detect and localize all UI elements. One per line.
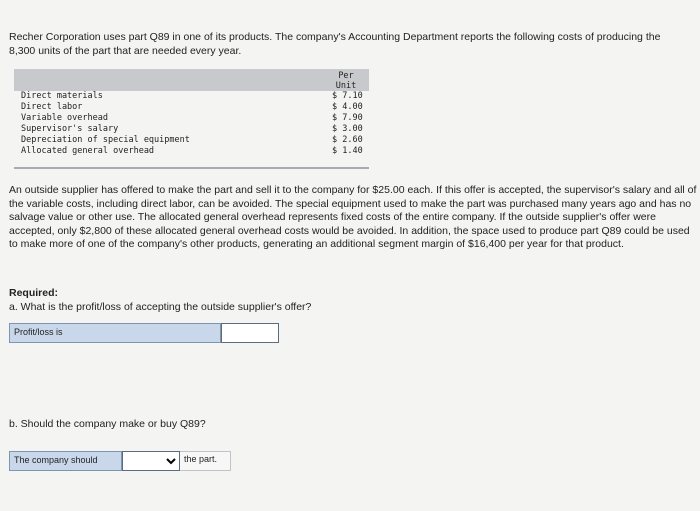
cost-value: $ 4.00 — [332, 102, 363, 112]
table-row — [14, 113, 369, 124]
profit-loss-label: Profit/loss is — [9, 323, 221, 343]
cost-value: $ 2.60 — [332, 135, 363, 145]
required-heading: Required: — [9, 287, 59, 299]
the-part-label: the part. — [180, 451, 231, 471]
required-section — [9, 287, 609, 314]
cost-label: Allocated general overhead — [21, 146, 155, 156]
problem-paragraph: An outside supplier has offered to make the part and sell it to the company for $25.00 each. If this offer is accepted, the supervisor's salary and all of the variable costs, including direct labor, can be avoided. The special equipment used to make the part was purchased many years ago and has no salvage value or other use. The allocated general overhead represents fixed costs of the entire company. If the outside supplier's offer were accepted, only $2,800 of these allocated general overhead costs would be avoided. In addition, the space used to produce part Q89 could be used to make more of one of the company's other products, generating an additional segment margin of $16,400 per year for that product. — [9, 184, 697, 250]
cost-label: Supervisor's salary — [21, 124, 119, 134]
cost-value: $ 3.00 — [332, 124, 363, 134]
cost-value: $ 7.10 — [332, 91, 363, 101]
make-or-buy-select[interactable] — [122, 451, 180, 471]
table-row — [14, 102, 369, 113]
table-blank-row — [14, 157, 369, 168]
answer-b-row — [9, 451, 231, 471]
question-a: a. What is the profit/loss of accepting the outside supplier's offer? — [9, 300, 312, 313]
intro-paragraph: Recher Corporation uses part Q89 in one of its products. The company's Accounting Department reports the following costs of producing the 8,300 units of the part that are needed every year. — [9, 31, 661, 57]
table-row — [14, 91, 369, 102]
table-rows — [14, 91, 369, 169]
cost-table — [14, 69, 369, 169]
company-should-label: The company should — [9, 451, 122, 471]
table-row — [14, 124, 369, 135]
cost-label: Direct labor — [21, 102, 83, 112]
cost-value: $ 7.90 — [332, 113, 363, 123]
cost-label: Depreciation of special equipment — [21, 135, 190, 145]
cost-label: Variable overhead — [21, 113, 108, 123]
profit-loss-input[interactable] — [221, 323, 279, 343]
answer-a-row — [9, 323, 279, 343]
cost-label: Direct materials — [21, 91, 103, 101]
per-unit-header: Per Unit — [335, 71, 357, 91]
question-b: b. Should the company make or buy Q89? — [9, 418, 206, 430]
table-header — [14, 69, 369, 91]
cost-value: $ 1.40 — [332, 146, 363, 156]
table-row — [14, 146, 369, 157]
table-row — [14, 135, 369, 146]
